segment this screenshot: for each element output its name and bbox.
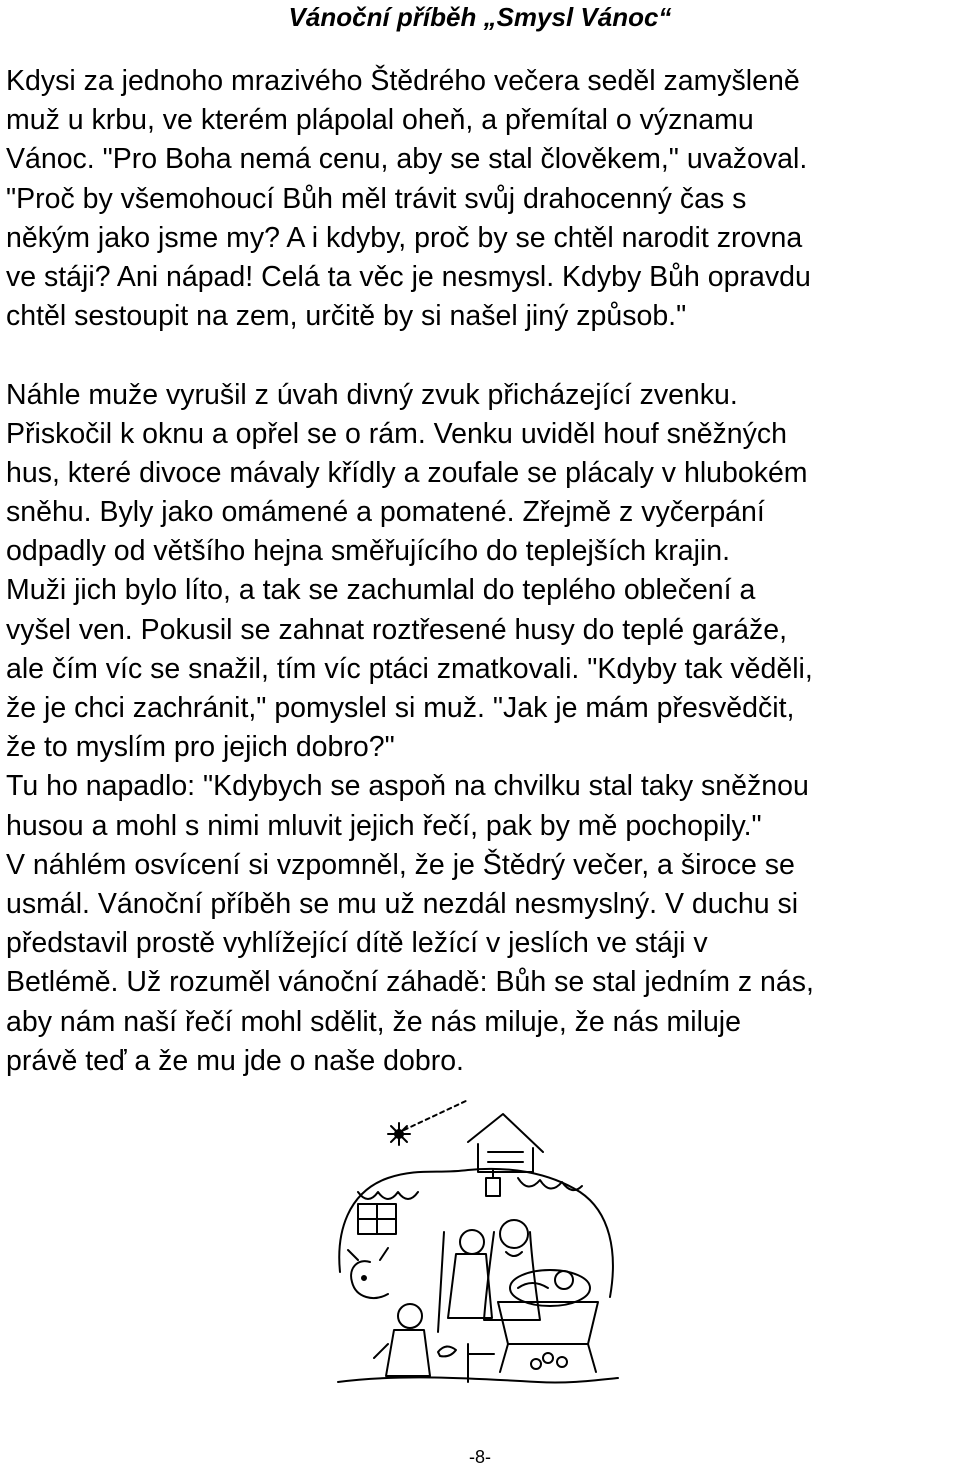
text-line: aby nám naší řečí mohl sdělit, že nás miluje, že nás miluje xyxy=(6,1005,741,1038)
text-line: Vánoc. "Pro Boha nemá cenu, aby se stal člověkem," uvažoval. xyxy=(6,143,808,176)
text-line: představil prostě vyhlížející dítě ležící v jeslích ve stáji v xyxy=(6,927,708,960)
text-line: Muži jich bylo líto, a tak se zachumlal do teplého oblečení a xyxy=(6,574,756,607)
text-line: že to myslím pro jejich dobro?" xyxy=(6,731,395,764)
paragraph-2 xyxy=(6,376,956,1081)
text-line: Přiskočil k oknu a opřel se o rám. Venku uviděl houf sněžných xyxy=(6,417,787,450)
text-line: ve stáji? Ani nápad! Celá ta věc je nesmysl. Kdyby Bůh opravdu xyxy=(6,260,811,293)
nativity-scene-icon xyxy=(318,1082,628,1392)
text-line: V náhlém osvícení si vzpomněl, že je Štědrý večer, a široce se xyxy=(6,848,795,881)
text-line: odpadly od většího hejna směřujícího do teplejších krajin. xyxy=(6,535,731,568)
text-line: sněhu. Byly jako omámené a pomatené. Zřejmě z vyčerpání xyxy=(6,496,765,529)
page-title: Vánoční příběh „Smysl Vánoc“ xyxy=(288,2,672,32)
text-line: hus, které divoce mávaly křídly a zoufale se plácaly v hlubokém xyxy=(6,456,808,489)
text-line: "Proč by všemohoucí Bůh měl trávit svůj drahocenný čas s xyxy=(6,182,747,215)
text-line: Betlémě. Už rozuměl vánoční záhadě: Bůh se stal jedním z nás, xyxy=(6,966,814,999)
text-line: usmál. Vánoční příběh se mu už nezdál nesmyslný. V duchu si xyxy=(6,887,799,920)
text-line: ale čím víc se snažil, tím víc ptáci zmatkovali. "Kdyby tak věděli, xyxy=(6,652,813,685)
paragraph-1 xyxy=(6,62,956,336)
text-line: Náhle muže vyrušil z úvah divný zvuk přicházející zvenku. xyxy=(6,378,738,411)
text-line: že je chci zachránit," pomyslel si muž. "Jak je mám přesvědčit, xyxy=(6,692,795,724)
page-number: -8- xyxy=(469,1447,491,1467)
star-icon xyxy=(388,1100,468,1145)
text-line: vyšel ven. Pokusil se zahnat roztřesené husy do teplé garáže, xyxy=(6,613,788,646)
text-line: někým jako jsme my? A i kdyby, proč by se chtěl narodit zrovna xyxy=(6,221,803,254)
story-text xyxy=(6,62,956,1081)
text-line: muž u krbu, ve kterém plápolal oheň, a přemítal o významu xyxy=(6,104,754,137)
text-line: chtěl sestoupit na zem, určitě by si našel jiný způsob." xyxy=(6,300,687,333)
text-line: husou a mohl s nimi mluvit jejich řečí, pak by mě pochopily." xyxy=(6,809,762,842)
text-line: Tu ho napadlo: "Kdybych se aspoň na chvilku stal taky sněžnou xyxy=(6,770,809,803)
text-line: právě teď a že mu jde o naše dobro. xyxy=(6,1044,464,1077)
text-line: Kdysi za jednoho mrazivého Štědrého večera seděl zamyšleně xyxy=(6,65,800,97)
paragraph-spacer xyxy=(6,336,956,375)
